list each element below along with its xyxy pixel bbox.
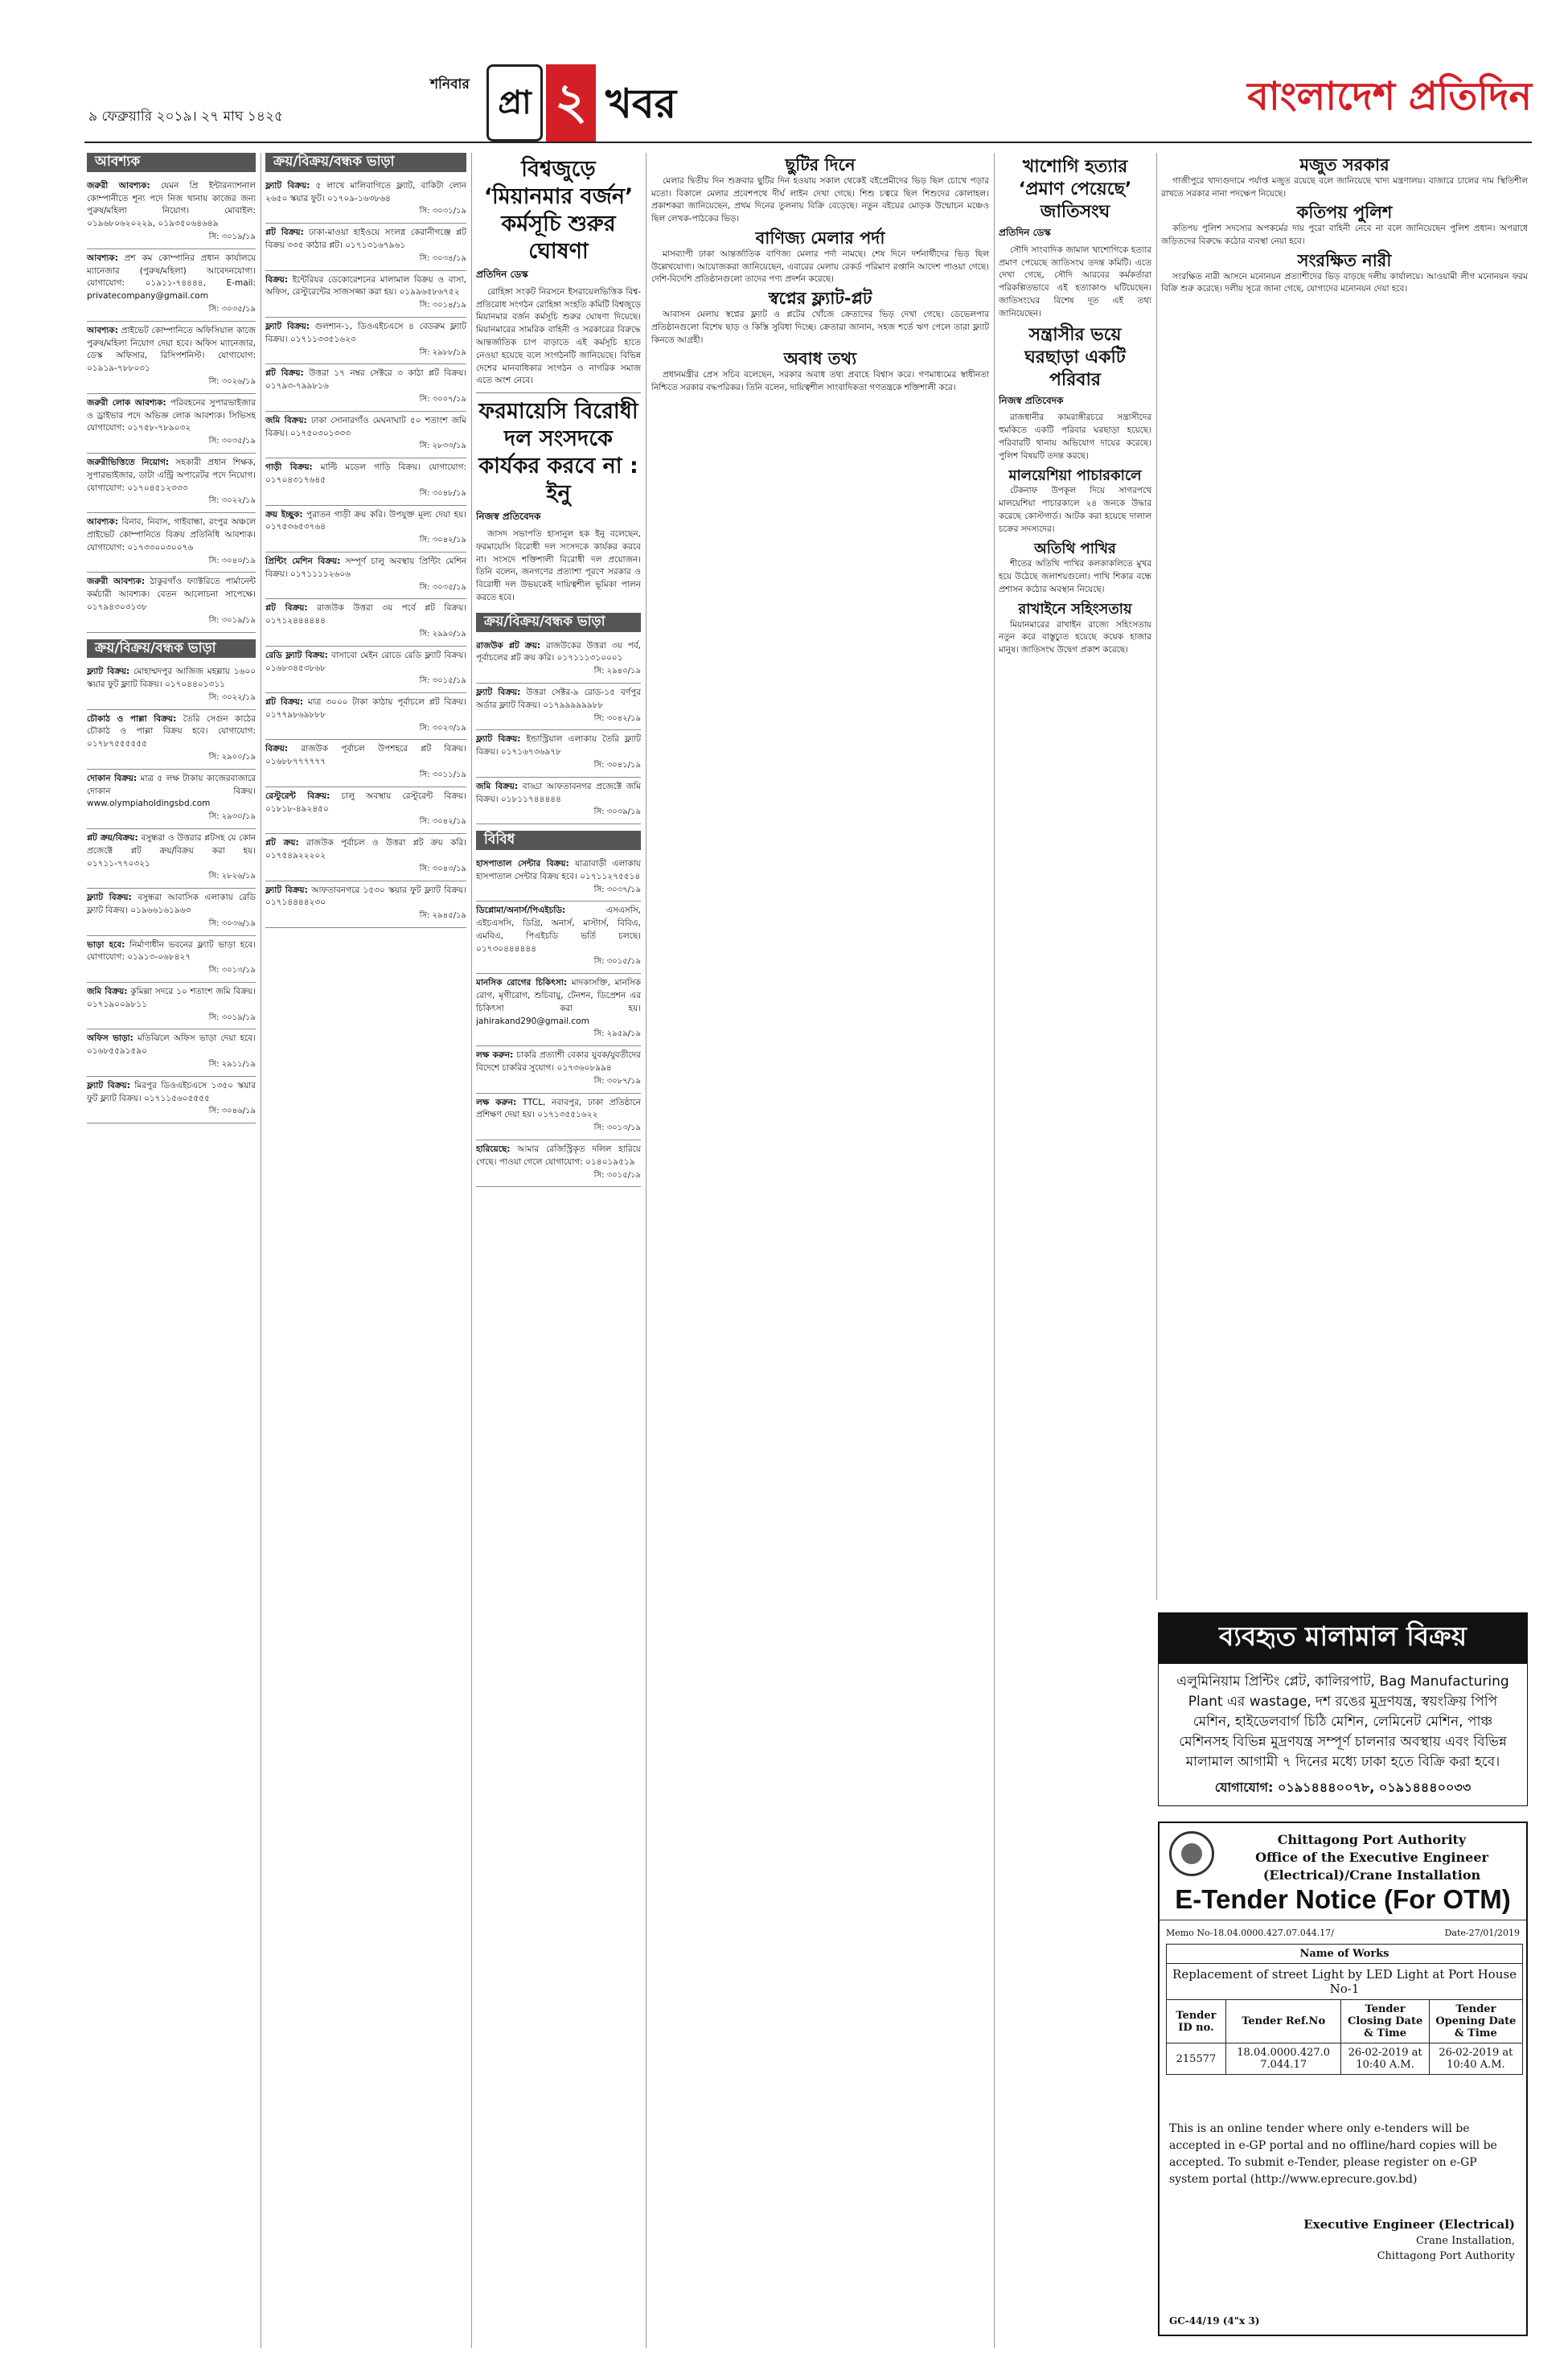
ad-ref: সি: ৩০৩৫/১৯ (208, 437, 256, 446)
classified-ad (87, 983, 256, 1029)
ad-ref: সি: ৩০১৩/১৯ (208, 966, 256, 975)
works-description: Replacement of street Light by LED Light at Port House No-1 (1167, 1964, 1523, 2000)
article-headline: মালয়েশিয়া পাচারকালে (1008, 466, 1142, 484)
classified-ad (476, 637, 641, 684)
article-byline: নিজস্ব প্রতিবেদক (999, 394, 1064, 406)
ad-ref: সি: ২৮২৬/১৯ (208, 872, 256, 881)
ad-text: এসএসসি, এইচএসসি, ডিগ্রি, অনার্স, মাস্টার্স, বিবিএ, এমবিএ, পিএইচডি ভর্তি চলছে। ০১৭৩০৪৪৪৪৪৪ (476, 906, 641, 954)
ad-body (1158, 1664, 1528, 1806)
classified-ad (87, 829, 256, 889)
classified-ad (476, 1046, 641, 1093)
classified-box-title: ক্রয়/বিক্রয়/বন্ধক ভাড়া (265, 153, 466, 172)
ad-label: মানসিক রোগের চিকিৎসা: (476, 978, 568, 988)
article-headline: সন্ত্রাসীর ভয়ে ঘরছাড়া একটি পরিবার (1024, 324, 1126, 390)
ad-label: আবশ্যক: (87, 517, 118, 528)
ad-ref: সি: ৩০৪১/১৯ (593, 760, 641, 770)
ad-label: বিক্রয়: (265, 744, 289, 754)
ad-text: মাত্র ৫ লক্ষ টাকায় কাজেরবাজারে দোকান বিক্রয়। www.olympiaholdingsbd.com (87, 773, 256, 809)
tender-closing: 26-02-2019 at 10:40 A.M. (1341, 2043, 1429, 2075)
ad-text: যেমন প্রি ইন্টারন্যাশনাল কোম্পানীতে শূন্য পদে নিজ থানায় কাজের জন্য পুরুষ/মহিলা নিয়োগ। মোবাইল: ০১৯৬৮০৬২০২২৯, ০১৯৩৫০৬৪৬৪৯ (87, 180, 256, 229)
article-headline: রাখাইনে সহিংসতায় (1018, 600, 1132, 618)
ad-ref: সি: ৩০১১/১৯ (419, 770, 466, 780)
article-text: মেলার দ্বিতীয় দিন শুক্রবার ছুটির দিন হওয়ায় সকাল থেকেই বইপ্রেমীদের ভিড় ছিল চোখে পড়ার মতো। বিকালে মেলার প্রবেশপথে দীর্ঘ লাইন দেখা গেছে। শিশু চত্বরে ছিল শিশুদের কোলাহল। প্রকাশকরা জানিয়েছেন, প্রথম দিনের তুলনায় বিক্রি বেড়েছে। নতুন বইয়ের মোড়ক উন্মোচন মঞ্চেও ছিল লেখক-পাঠকের ভিড়। (651, 175, 989, 224)
classified-ad (476, 730, 641, 777)
ad-ref: সি: ৩০২২/১৯ (208, 692, 256, 702)
ad-text: ইন্টেরিয়র ডেকোরেশনের মালামাল বিক্রয় ও বাসা, অফিস, রেস্টুরেন্টের সাজসজ্জা করা হয়। ০১৯৯৬৫৮৬৭৫২ (265, 274, 466, 298)
ad-text: বিনাব, নিবাস, গাইবান্ধা, রংপুর অঞ্চলে প্রাইভেট কোম্পানিতে বিক্রয় প্রতিনিধি আবশ্যক। যোগাযোগ: ০১৭৩৩০০৩০০৭৬ (87, 517, 256, 552)
ad-code: GC-44/19 (4"x 3) (1169, 2315, 1260, 2327)
classified-ad (87, 454, 256, 513)
ad-text: উত্তরা ১৭ নম্বর সেক্টরে ৩ কাঠা প্লট বিক্রয়। ০১৭৯৩-৭৯৯৮১৬ (265, 368, 466, 392)
sign-title: Executive Engineer (Electrical) (1303, 2217, 1515, 2232)
ad-text: রাজউক উত্তরা ৩য় পর্বে প্লট বিক্রয়। ০১৭১২৪৪৪৪৪৪ (265, 603, 466, 626)
ad-text: বাসাবো মেইন রোডে রেডি ফ্ল্যাট বিক্রয়। ০১৬৮৩৪৫৩৮৬৮ (265, 650, 466, 673)
col-header: Tender ID no. (1167, 2000, 1226, 2043)
ad-ref: সি: ২৯৩০/১৯ (208, 812, 256, 822)
memo-date: Date-27/01/2019 (1444, 1928, 1520, 1938)
article-text: রোহিঙ্গা সংকট নিরসনে ইসরায়েলভিত্তিক বিশ্ব-প্রতিরোধ সংগঠন রোহিঙ্গা সংহতি কমিটি বিশ্বজুড়ে মিয়ানমার বর্জন কর্মসূচি শুরুর ঘোষণা দিয়েছে। মিয়ানমারের সামরিক বাহিনী ও সরকারের বিরুদ্ধে আন্তর্জাতিক চাপ বাড়াতে এই কর্মসূচি হাতে নেওয়া হয়েছে বলে সংগঠনটি জানিয়েছে। বিভিন্ন দেশের মানবাধিকার সংগঠন ও নাগরিক সমাজ এতে অংশ নেবে। (476, 286, 641, 386)
tender-ref: 18.04.0000.427.0 7.044.17 (1225, 2043, 1341, 2075)
classified-ad (476, 974, 641, 1046)
article-headline: কতিপয় পুলিশ (1296, 203, 1393, 223)
col-header: Tender Ref.No (1225, 2000, 1341, 2043)
header-date: ৯ ফেব্রুয়ারি ২০১৯। ২৭ মাঘ ১৪২৫ (88, 109, 284, 125)
ad-label: লক্ষ করুন: (476, 1097, 517, 1107)
classified-ad (87, 177, 256, 249)
ad-label: বিক্রয়: (265, 274, 289, 285)
article-body (1161, 175, 1528, 201)
article-headline: বাণিজ্য মেলার পর্দা (755, 228, 885, 248)
ad-ref: সি: ৩০৩৬/১৯ (208, 918, 256, 928)
article-headline: ছুটির দিনে (785, 155, 856, 175)
header-rule (84, 142, 1532, 143)
ad-label: জরুরীভিত্তিতে নিয়োগ: (87, 457, 170, 467)
article-text: রাজধানীর কামরাঙ্গীরচরে সন্ত্রাসীদের হুমকিতে একটি পরিবার ঘরছাড়া হয়েছে। পরিবারটি থানায় অভিযোগ দায়ের করেছে। পুলিশ বিষয়টি তদন্ত করছে। (999, 413, 1151, 461)
ad-ref: সি: ৩০৩৫/১৯ (208, 304, 256, 314)
ad-text: মিরপুর ডিওএইচএসে ১৩৫০ স্কয়ার ফুট ফ্ল্যাট বিক্রয়। ০১৭১১৫৬০৫৫৫৫ (87, 1080, 256, 1103)
ad-label: ফ্ল্যাট বিক্রয়: (265, 180, 310, 191)
ad-ref: সি: ৩০১৯/১৯ (208, 1012, 256, 1022)
classified-ad (265, 787, 466, 834)
article-text: মাসব্যাপী ঢাকা আন্তর্জাতিক বাণিজ্য মেলার পর্দা নামছে। শেষ দিনে দর্শনার্থীদের ভিড় ছিল উল্লেখযোগ্য। আয়োজকরা জানিয়েছেন, এবারের মেলায় রেকর্ড পরিমাণ রপ্তানি আদেশ পাওয়া গেছে। দেশি-বিদেশি প্রতিষ্ঠানগুলো তাদের পণ্য প্রদর্শন করেছে। (651, 248, 989, 285)
classified-ad (476, 1140, 641, 1187)
tender-id: 215577 (1167, 2043, 1226, 2075)
tender-signature (1303, 2217, 1515, 2264)
article-body (476, 286, 641, 388)
classified-ad (265, 599, 466, 646)
classified-ad (87, 249, 256, 322)
article-text: কতিপয় পুলিশ সদস্যের অপকর্মের দায় পুরো বাহিনী নেবে না বলে জানিয়েছেন পুলিশ প্রধান। অপরাধে জড়িতদের বিরুদ্ধে কঠোর ব্যবস্থা নেয়া হবে। (1161, 224, 1528, 246)
works-header: Name of Works (1167, 1945, 1523, 1964)
article-headline: অবাধ তথ্য (783, 349, 857, 369)
org-name: Chittagong Port Authority (1277, 1832, 1467, 1847)
ad-text: রাজউক পূর্বাচল উপশহরে প্লট বিক্রয়। ০১৬৮৮৭৭৭৭৭৭ (265, 744, 466, 767)
ad-text: বাড্ডা আফতাবনগর প্রজেক্টে জমি বিক্রয়। ০১৮১১৭৪৪৪৪৪ (476, 781, 641, 804)
ad-ref: সি: ৩০২৬/১৯ (208, 376, 256, 386)
ad-label: ফ্ল্যাট বিক্রয়: (265, 885, 308, 895)
page-header (84, 56, 1532, 153)
ad-label: প্লট বিক্রয়: (265, 603, 308, 614)
ad-label: জমি বিক্রয়: (87, 987, 128, 997)
column-divider (1156, 153, 1157, 1600)
ad-label: প্রিন্টিং মেশিন বিক্রয়: (265, 556, 341, 566)
ad-text: সম্পূর্ণ চালু অবস্থায় প্রিন্টিং মেশিন বিক্রয়। ০১৭১১১১২৬০৬ (265, 556, 466, 579)
classified-ad (265, 224, 466, 270)
ad-label: গাড়ী বিক্রয়: (265, 462, 313, 473)
article-text: শীতের অতিথি পাখির কলকাকলিতে মুখর হয়ে উঠেছে জলাশয়গুলো। পাখি শিকার বন্ধে প্রশাসন কঠোর অবস্থান নিয়েছে। (999, 559, 1151, 594)
classified-ad (87, 663, 256, 709)
ad-ref: সি: ৩০৪৩/১৯ (419, 864, 466, 873)
classified-ad (476, 1094, 641, 1140)
article-body (1161, 223, 1528, 248)
ad-text: এলুমিনিয়াম প্রিন্টিং প্লেট, কালিরপাট, Bag Manufacturing Plant এর wastage, দশ রঙের মুদ্রণযন্ত্র, স্বয়ংক্রিয় পিপি মেশিন, হাইডেলবার্গ চিঠি মেশিন, লেমিনেট মেশিন, পাঞ্চ মেশিনসহ বিভিন্ন মুদ্রণযন্ত্র সম্পূর্ণ চালনার অবস্থায় এবং বিভিন্ন মালামাল আগামী ৭ দিনের মধ্যে ঢাকা হতে বিক্রি করা হবে। (1176, 1674, 1509, 1770)
article-headline: অতিথি পাখির (1034, 540, 1116, 557)
ad-label: জরুরী আবশ্যক: (87, 577, 146, 587)
ad-label: ডিপ্লোমা/অনার্স/পিএইচডি: (476, 906, 566, 916)
ad-ref: সি: ৩০৮৭/১৯ (593, 1076, 641, 1086)
ad-text: ঠাকুরগাঁও ফ্যাক্টরিতে পার্মানেন্ট কর্মচারী আবশ্যক। বেতন আলোচনা সাপেক্ষে। ০১৭৯৪৩০৩১৩৮ (87, 577, 256, 612)
article-body (476, 528, 641, 605)
classified-list (87, 177, 256, 633)
office-name: Office of the Executive Engineer (Electrical)/Crane Installation (1255, 1850, 1488, 1883)
ad-text: নির্মাণাধীন ভবনের ফ্ল্যাট ভাড়া হবে। যোগাযোগ: ০১৯১৩-০৬৮৪২৭ (87, 939, 256, 963)
classified-ad (87, 936, 256, 983)
classified-ad (265, 364, 466, 411)
ad-label: রাজউক প্লট ক্রয়: (476, 640, 541, 651)
tender-note: This is an online tender where only e-tenders will be accepted in e-GP portal and no offline/hard copies will be accepted. To submit e-Tender, please register on e-GP system portal (http://www.eprecure.gov.bd) (1169, 2122, 1497, 2186)
ad-ref: সি: ৩০৪২/১৯ (593, 713, 641, 723)
classified-ad (87, 394, 256, 454)
classifieds-column-left (87, 153, 256, 2348)
classified-ad (476, 855, 641, 902)
classified-ad (265, 693, 466, 740)
classified-list (265, 177, 466, 928)
classified-ad (265, 647, 466, 693)
article-body (651, 175, 989, 226)
classified-ad (265, 506, 466, 552)
ad-text: মতিঝিলে অফিস ভাড়া দেয়া হবে। ০১৬৮৫৫৯১৫৯০ (87, 1033, 256, 1057)
ad-text: রাজউক পূর্বাচল ও উত্তরা প্লট ক্রয় করি। ০১৭৫৪৯২২২০২ (265, 838, 466, 861)
classified-ad (265, 318, 466, 364)
article-headline: ফরমায়েসি বিরোধী দল সংসদকে কার্যকর করবে না : ইনু (478, 399, 638, 507)
tender-opening: 26-02-2019 at 10:40 A.M. (1429, 2043, 1522, 2075)
classified-ad (265, 271, 466, 318)
ad-ref: সি: ২৯৫৯/১৯ (593, 1029, 641, 1039)
classified-ad (476, 902, 641, 974)
ad-text: চালু অবস্থায় রেস্টুরেন্ট বিক্রয়। ০১৮১৮-৪৯২৪৫০ (265, 791, 466, 814)
classified-ad (87, 322, 256, 394)
article-text: মিয়ানমারের রাখাইন রাজ্যে সহিংসতায় নতুন করে বাস্তুচ্যুত হয়েছে কয়েক হাজার মানুষ। জাতিসংঘ উদ্বেগ প্রকাশ করেছে। (999, 619, 1151, 655)
article-byline: প্রতিদিন ডেস্ক (476, 269, 528, 280)
ad-text: পরিবহনের সুপারভাইজার ও ড্রাইভার পদে অভিজ্ঞ লোক আবশ্যক। সিভিসহ যোগাযোগ: ০১৭৫৮-৭৮৯০৩২ (87, 397, 256, 433)
ad-text: TTCL, নবাবপুর, ঢাকা প্রতিষ্ঠানে প্রশিক্ষণ দেয়া হয়। ০১৭১৩৫৫১৬২২ (476, 1097, 641, 1120)
classified-ad (87, 889, 256, 935)
ad-label: জরুরী লোক আবশ্যক: (87, 397, 166, 408)
section-title: খবর (605, 80, 677, 127)
ad-text: উত্তরা সেক্টর-৯ রোড-১৫ বর্ণপুর অর্ডার ফ্ল্যাট বিক্রয়। ০১৭৯৯৯৯৯৯৮৮ (476, 687, 641, 710)
ad-ref: সি: ২৯৯০/১৯ (419, 629, 466, 639)
ad-text: মোহাম্মদপুর আজিজ মহল্লায় ১৬০০ স্কয়ার ফুট ফ্ল্যাট বিক্রয়। ০১৭০৪৪০১৩১১ (87, 667, 256, 690)
ad-ref: সি: ৩০১৯/১৯ (208, 232, 256, 241)
ad-label: ফ্ল্যাট বিক্রয়: (87, 667, 130, 677)
article-text: সৌদি সাংবাদিক জামাল খাশোগিকে হত্যার প্রমাণ পেয়েছে জাতিসংঘ তদন্ত কমিটি। এতে দেখা গেছে, সৌদি আরবের কর্মকর্তারা পরিকল্পিতভাবে এই হত্যাকাণ্ড ঘটিয়েছেন। জাতিসংঘের বিশেষ দূত এই তথ্য জানিয়েছেন। (999, 244, 1151, 318)
news-column-6 (1161, 153, 1528, 1600)
classified-ad (265, 552, 466, 599)
ad-text: গুলশান-১, ডিওএইচএসে ৪ বেডরুম ফ্ল্যাট বিক্রয়। ০১৭১১৩৩৫১৬২৩ (265, 321, 466, 344)
article-headline: স্বপ্নের ফ্ল্যাট-প্লট (768, 289, 872, 309)
article-text: সংরক্ষিত নারী আসনে মনোনয়ন প্রত্যাশীদের ভিড় বাড়ছে দলীয় কার্যালয়ে। আওয়ামী লীগ মনোনয়ন ফরম বিক্রি শুরু করেছে। দলীয় সূত্রে জানা গেছে, যোগ্যদের মনোনয়ন দেয়া হবে। (1161, 271, 1528, 294)
ad-text: আফতাবনগরে ১৫৩০ স্কয়ার ফুট ফ্ল্যাট বিক্রয়। ০১৭১৪৪৪৪২৩০ (265, 885, 466, 908)
ad-ref: সি: ৩০১৫/১৯ (419, 676, 466, 686)
ad-text: ঢাকা সোনারগাঁও মেঘনাঘাট ৫০ শতাংশ জমি বিক্রয়। ০১৭৫০৩০১৩৩৩ (265, 415, 466, 438)
ad-label: ক্রয় ইচ্ছুক: (265, 509, 303, 520)
ad-ref: সি: ৩০৪৮/১৯ (419, 488, 466, 498)
classified-ad (476, 684, 641, 730)
news-column-3 (476, 153, 641, 2348)
ad-ref: সি: ৩০২২/১৯ (208, 496, 256, 506)
ad-ref: সি: ৩০৪২/১৯ (419, 536, 466, 545)
ad-ref: সি: ৩০৩৫/১৯ (419, 582, 466, 592)
ad-text: প্রশ কম কোম্পানির প্রধান কার্যালয়ে ম্যানেজার (পুরুষ/মহিলা) আবেদনযোগ্য। যোগাযোগ: ০১৯১১-৭৪৪৪৪, E-mail: privatecompany@gmail.com (87, 253, 256, 302)
classified-ad (87, 1077, 256, 1123)
ad-label: জমি বিক্রয়: (476, 781, 519, 791)
article-headline: বিশ্বজুড়ে ‘মিয়ানমার বর্জন’ কর্মসূচি শুরুর ঘোষণা (483, 157, 634, 264)
ad-text: মাদকাসক্তি, মানসিক রোগ, মৃগীরোগ, শুচিবায়ু, টেনশন, ডিপ্রেশন এর চিকিৎসা করা হয়। jahirakand290@gmail.com (476, 978, 641, 1026)
article-body (651, 369, 989, 395)
ad-label: প্লট বিক্রয়: (265, 368, 304, 379)
article-byline: প্রতিদিন ডেস্ক (999, 227, 1051, 238)
classifieds-column-mid (265, 153, 466, 2348)
ad-label: প্লট ক্রয়/বিক্রয়: (87, 833, 138, 844)
ad-text: ৫ লাখে মালিবাগিতে ফ্ল্যাট, বাকিটা লোন ২৬৫০ স্কয়ার ফুট। ০১৭০৯-১৬৩৮৬৪ (265, 180, 466, 203)
ad-label: হারিয়েছে: (476, 1144, 511, 1155)
tender-memo-line (1166, 1928, 1520, 1938)
article-body (999, 558, 1151, 596)
classified-ad (87, 513, 256, 573)
ad-ref: সি: ২৮৩৩/১৯ (419, 442, 466, 451)
ad-text: যাত্রাবাড়ী এলাকায় হাসপাতাল সেন্টার বিক্রয় হবে। ০১৭১১২৭৫৫১৪ (476, 858, 641, 881)
ad-contact: যোগাযোগ: ০১৯১৪৪৪০০৭৮, ০১৯১৪৪৪০০৩৩ (1214, 1780, 1472, 1795)
article-headline: খাশোগি হত্যার ‘প্রমাণ পেয়েছে’ জাতিসংঘ (1018, 157, 1132, 222)
ad-title: ব্যবহৃত মালামাল বিক্রয় (1158, 1612, 1528, 1664)
ad-label: ফ্ল্যাট বিক্রয়: (87, 893, 132, 903)
classified-ad (87, 573, 256, 632)
article-text: প্রধানমন্ত্রীর প্রেস সচিব বলেছেন, সরকার অবাধ তথ্য প্রবাহে বিশ্বাস করে। গণমাধ্যমের স্বাধীনতা নিশ্চিতে সরকার বদ্ধপরিকর। তিনি বলেন, দায়িত্বশীল সাংবাদিকতা গণতন্ত্রকে শক্তিশালী করে। (651, 370, 989, 392)
memo-number: Memo No-18.04.0000.427.07.044.17/ (1166, 1928, 1334, 1938)
ad-label: প্লট বিক্রয়: (265, 228, 304, 238)
ad-label: প্লট ক্রয়: (265, 838, 299, 848)
sign-line: Crane Installation, (1415, 2235, 1515, 2247)
article-text: জাসদ সভাপতি হাসানুল হক ইনু বলেছেন, ফরমায়েসি বিরোধী দল সংসদকে কার্যকর করবে না। সংসদে শক্তিশালী বিরোধী দল প্রয়োজন। তিনি বলেন, জনগণের প্রত্যাশা পূরণে সরকার ও বিরোধী দল উভয়কেই দায়িত্বশীল ভূমিকা পালন করতে হবে। (476, 528, 641, 602)
ad-label: জরুরী আবশ্যক: (87, 180, 150, 191)
article-text: আবাসন মেলায় স্বপ্নের ফ্ল্যাট ও প্লটের খোঁজে ক্রেতাদের ভিড় দেখা গেছে। ডেভেলপার প্রতিষ্ঠানগুলো বিশেষ ছাড় ও কিস্তি সুবিধা দিচ্ছে। ক্রেতারা জানান, সহজ শর্তে ঋণ পেলে তারা ফ্ল্যাট কিনতে আগ্রহী। (651, 309, 989, 345)
ad-text: তৈরি সেগুন কাঠের চৌকাঠ ও পাল্লা বিক্রয় হবে। যোগাযোগ: ০১৭৮৭৫৫৫৫৫৫ (87, 713, 256, 750)
classified-ad (265, 740, 466, 787)
ad-ref: সি: ২৯১১/১৯ (208, 1060, 256, 1070)
ad-label: ভাড়া হবে: (87, 939, 125, 950)
article-body (999, 244, 1151, 321)
ad-label: ফ্ল্যাট বিক্রয়: (476, 687, 521, 697)
ad-label: আবশ্যক: (87, 325, 118, 335)
sign-line: Chittagong Port Authority (1377, 2250, 1515, 2262)
ad-text: বসুন্ধরা ও উত্তরার প্লটসহ যে কোন প্রজেক্টে প্লট ক্রয়/বিক্রয় করা হয়। ০১৭১১-৭৭০৩২১ (87, 833, 256, 869)
article-text: গাজীপুরে খাদ্যগুদামে পর্যাপ্ত মজুত রয়েছে বলে জানিয়েছে খাদ্য মন্ত্রণালয়। বাজারে চালের দাম স্থিতিশীল রাখতে সরকার নানা পদক্ষেপ নিয়েছে। (1161, 175, 1528, 199)
ad-text: চাকরি প্রত্যাশী বেকার যুবক/যুবতীদের বিদেশে চাকরির সুযোগ। ০১৭৩৬০৮৯৯৪ (476, 1050, 641, 1074)
classified-ad (265, 881, 466, 928)
ad-ref: সি: ৩০১৩/১৯ (593, 1123, 641, 1133)
ad-ref: সি: ২৯৪০/১৯ (593, 667, 641, 676)
ad-label: প্লট বিক্রয়: (265, 697, 304, 708)
ad-label: রেস্টুরেন্ট বিক্রয়: (265, 791, 330, 801)
ad-ref: সি: ২৯৮৮/১৯ (419, 347, 466, 357)
header-day: শনিবার (430, 76, 470, 92)
tender-notice (1158, 1822, 1528, 2336)
ad-ref: সি: ৩০২৩/১৯ (419, 723, 466, 733)
ad-ref: সি: ৩০৪২/১৯ (419, 817, 466, 827)
ad-ref: সি: ৩০১৪/১৯ (419, 301, 466, 310)
news-column-5 (999, 153, 1151, 2348)
ad-ref: সি: ৩০১৯/১৯ (208, 615, 256, 625)
ad-label: জমি বিক্রয়: (265, 415, 307, 425)
ad-ref: সি: ৩০৪০/১৯ (208, 556, 256, 565)
page-logo: প্রা (486, 64, 543, 142)
classified-ad (265, 834, 466, 881)
ad-label: ফ্ল্যাট বিক্রয়: (87, 1080, 130, 1090)
column-divider (994, 153, 995, 2348)
ad-text: বসুন্ধরা আবাসিক এলাকায় রেডি ফ্ল্যাট বিক্রয়। ০১৯৬৬১৬১৯৬৩ (87, 893, 256, 916)
tender-table (1166, 1944, 1523, 2075)
ad-label: অফিস ভাড়া: (87, 1033, 133, 1044)
ad-label: আবশ্যক: (87, 253, 118, 263)
col-header: Tender Closing Date & Time (1341, 2000, 1429, 2043)
page-number: ২ (546, 64, 596, 142)
article-body (999, 485, 1151, 536)
ad-ref: সি: ৩০৩৯/১৯ (593, 807, 641, 817)
ad-label: ফ্ল্যাট বিক্রয়: (265, 321, 310, 331)
classified-box-title: আবশ্যক (87, 153, 256, 172)
article-headline: মজুত সরকার (1299, 155, 1389, 175)
classified-list (87, 663, 256, 1123)
divider (476, 392, 641, 393)
tender-title: E-Tender Notice (For OTM) (1160, 1884, 1526, 1920)
column-divider (471, 153, 472, 2348)
classified-list (476, 855, 641, 1188)
ad-label: দোকান বিক্রয়: (87, 773, 138, 783)
ad-label: লক্ষ করুন: (476, 1050, 514, 1061)
classified-ad (265, 412, 466, 458)
ad-text: পুরাতন গাড়ী ক্রয় করি। উপযুক্ত মূল্য দেয়া হয়। ০১৭৫৩৬৫৩৭৬৪ (265, 509, 466, 532)
ad-ref: সি: ৩০০৭/১৯ (419, 394, 466, 404)
ad-text: প্রাইভেট কোম্পানিতে অফিসিয়াল কাজে পুরুষ/মহিলা নিয়োগ দেয়া হবে। অফিস ম্যানেজার, ডেস্ক অফিসার, রিসিপশনিস্ট। যোগাযোগ: ০১৯১৯-৭৮৮০৩১ (87, 325, 256, 374)
article-body (999, 412, 1151, 462)
classified-ad (87, 710, 256, 770)
port-authority-logo-icon (1169, 1831, 1214, 1876)
classified-ad (265, 177, 466, 224)
ad-ref: সি: ২৯০০/১৯ (208, 753, 256, 762)
ad-ref: সি: ৩০১৫/১৯ (593, 957, 641, 967)
ad-label: রেডি ফ্ল্যাট বিক্রয়: (265, 650, 328, 660)
classified-box-title: ক্রয়/বিক্রয়/বন্ধক ভাড়া (476, 613, 641, 632)
ad-label: ফ্ল্যাট বিক্রয়: (476, 734, 521, 745)
used-goods-sale-ad (1158, 1612, 1528, 1805)
ad-text: ইন্ডাস্ট্রিয়াল এলাকায় তৈরি ফ্ল্যাট বিক্রয়। ০১৭১৬৭৩৬৯৭৮ (476, 734, 641, 758)
ad-ref: সি: ৩০১৫/১৯ (593, 1170, 641, 1180)
article-byline: নিজস্ব প্রতিবেদক (476, 511, 541, 523)
article-body (999, 619, 1151, 657)
ad-ref: সি: ৩০৩১/১৯ (419, 207, 466, 216)
ad-text: ঢাকা-মাওয়া হাইওয়ে সংলগ্ন কেরানীগঞ্জে প্লট বিক্রয় ৩৩৫ কাঠার প্লট। ০১৭১৩১৬৭৯৬১ (265, 228, 466, 250)
article-headline: সংরক্ষিত নারী (1297, 250, 1392, 270)
ad-text: সহকারী প্রধান শিক্ষক, সুপারভাইজার, ডাটা এন্ট্রি অপারেটর পদে নিয়োগ। যোগাযোগ: ০১৭০৪৫১২৩৩৩ (87, 457, 256, 493)
ad-ref: সি: ২৯৪৫/১৯ (419, 911, 466, 921)
classified-list (476, 637, 641, 825)
news-column-4 (651, 153, 989, 2348)
ad-label: হাসপাতাল সেন্টার বিক্রয়: (476, 858, 569, 869)
article-text: টেকনাফ উপকূল দিয়ে সাগরপথে মালয়েশিয়া পাচারকালে ২৪ জনকে উদ্ধার করেছে কোস্টগার্ড। আটক করা হয়েছে দালাল চক্রের সদস্যদের। (999, 486, 1151, 534)
classified-box-title: বিবিধ (476, 831, 641, 850)
classified-ad (265, 458, 466, 505)
ad-ref: সি: ৩০৪৬/১৯ (208, 1107, 256, 1116)
ad-text: মাত্র ৩০০০ টাকা কাঠায় পূর্বাচলে প্লট বিক্রয়। ০১৭৭৯৮৬৯৮৮৮ (265, 697, 466, 720)
ad-text: কুমিল্লা সদরে ১০ শতাংশ জমি বিক্রয়। ০১৭১৯০০৯৮১১ (87, 987, 256, 1009)
col-header: Tender Opening Date & Time (1429, 2000, 1522, 2043)
brand-logo: বাংলাদেশ প্রতিদিন (1247, 74, 1532, 119)
classified-ad (87, 770, 256, 829)
tender-organisation (1224, 1831, 1520, 1884)
classified-box-title: ক্রয়/বিক্রয়/বন্ধক ভাড়া (87, 639, 256, 659)
classified-ad (476, 778, 641, 824)
article-body (651, 309, 989, 347)
ad-text: মাল্টি মডেল গাড়ি বিক্রয়। যোগাযোগ: ০১৭০৪৩১৭৬৪৫ (265, 462, 466, 485)
article-body (651, 248, 989, 286)
classified-ad (87, 1029, 256, 1076)
ad-text: রাজউকের উত্তরা ৩য় পর্ব, পূর্বাচলের প্লট ক্রয় করি। ০১৭১১১৩১০০০১ (476, 640, 641, 663)
ad-ref: সি: ৩০৩৪/১৯ (419, 253, 466, 263)
ad-ref: সি: ৩০৩৭/১৯ (593, 885, 641, 894)
ad-text: আমার রেজিস্ট্রিকৃত দলিল হারিয়ে গেছে। পাওয়া গেলে যোগাযোগ: ০১৪০১৯৫১৯ (476, 1144, 641, 1167)
ad-label: চৌকাঠ ও পাল্লা বিক্রয়: (87, 713, 177, 724)
article-body (1161, 271, 1528, 297)
